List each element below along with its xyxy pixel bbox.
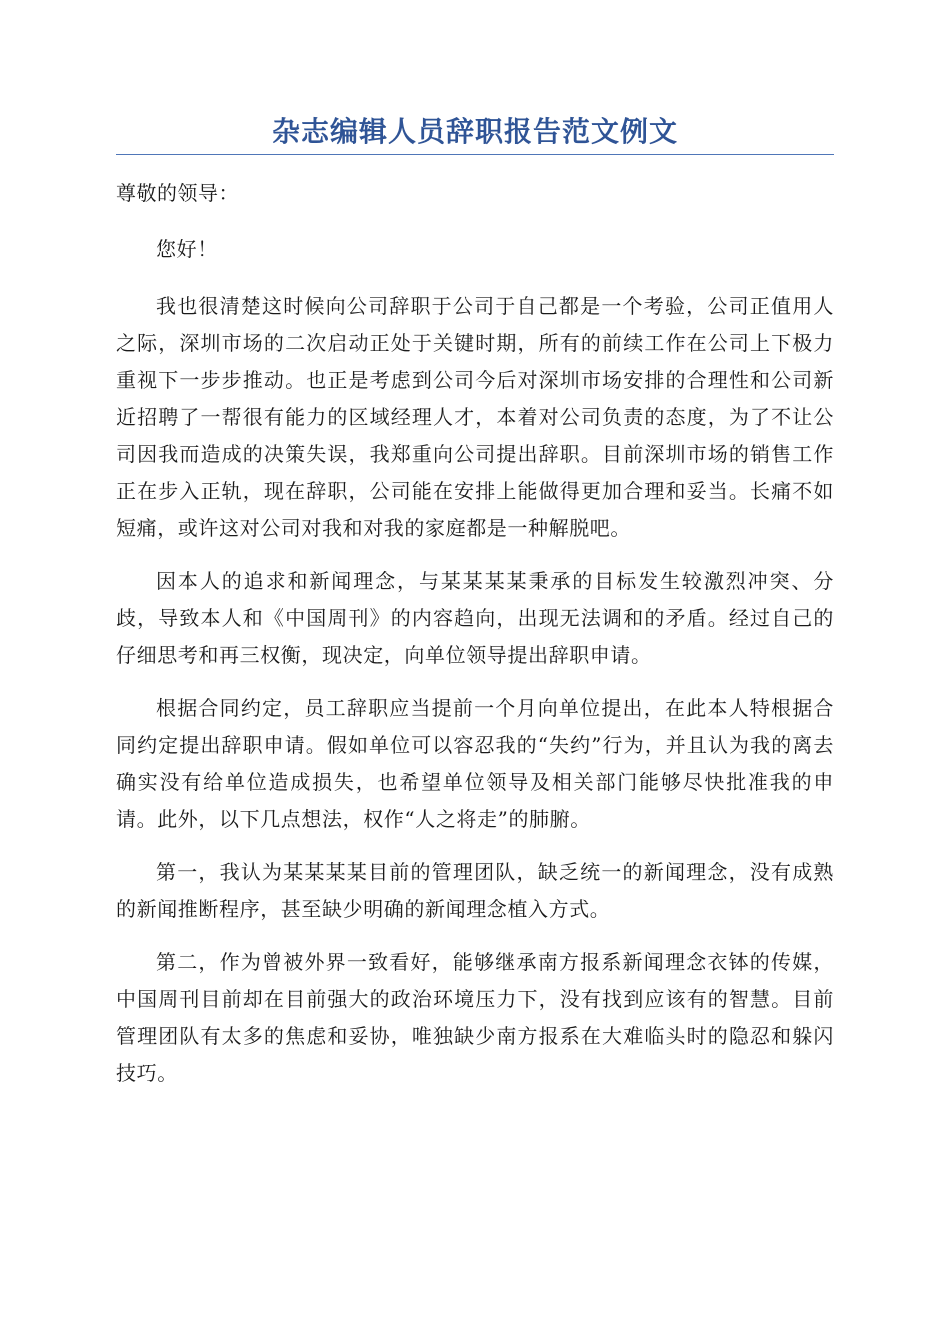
document-title: 杂志编辑人员辞职报告范文例文: [271, 115, 678, 148]
body-paragraph-4: 第一，我认为某某某某目前的管理团队，缺乏统一的新闻理念，没有成熟的新闻推断程序，甚至缺少明确的新闻理念植入方式。: [116, 860, 834, 921]
body-paragraph-3: 根据合同约定，员工辞职应当提前一个月向单位提出，在此本人特根据合同约定提出辞职申请。假如单位可以容忍我的“失约”行为，并且认为我的离去确实没有给单位造成损失，也希望单位领导及相关部门能够尽快批准我的申请。此外，以下几点想法，权作“人之将走”的肺腑。: [116, 696, 834, 831]
title-underline: [116, 154, 834, 155]
body-paragraph-5: 第二，作为曾被外界一致看好，能够继承南方报系新闻理念衣钵的传媒，中国周刊目前却在目前强大的政治环境压力下，没有找到应该有的智慧。目前管理团队有太多的焦虑和妥协，唯独缺少南方报系在大难临头时的隐忍和躲闪技巧。: [116, 950, 834, 1085]
document-page: [116, 112, 834, 1108]
body-paragraph-2: 因本人的追求和新闻理念，与某某某某秉承的目标发生较激烈冲突、分歧，导致本人和《中国周刊》的内容趋向，出现无法调和的矛盾。经过自己的仔细思考和再三权衡，现决定，向单位领导提出辞职申请。: [116, 569, 834, 667]
greeting: 您好！: [156, 237, 218, 261]
body-paragraph-1: 我也很清楚这时候向公司辞职于公司于自己都是一个考验，公司正值用人之际，深圳市场的二次启动正处于关键时期，所有的前续工作在公司上下极力重视下一步步推动。也正是考虑到公司今后对深圳市场安排的合理性和公司新近招聘了一帮很有能力的区域经理人才，本着对公司负责的态度，为了不让公司因我而造成的决策失误，我郑重向公司提出辞职。目前深圳市场的销售工作正在步入正轨，现在辞职，公司能在安排上能做得更加合理和妥当。长痛不如短痛，或许这对公司对我和对我的家庭都是一种解脱吧。: [116, 294, 834, 540]
salutation: 尊敬的领导：: [116, 181, 239, 205]
